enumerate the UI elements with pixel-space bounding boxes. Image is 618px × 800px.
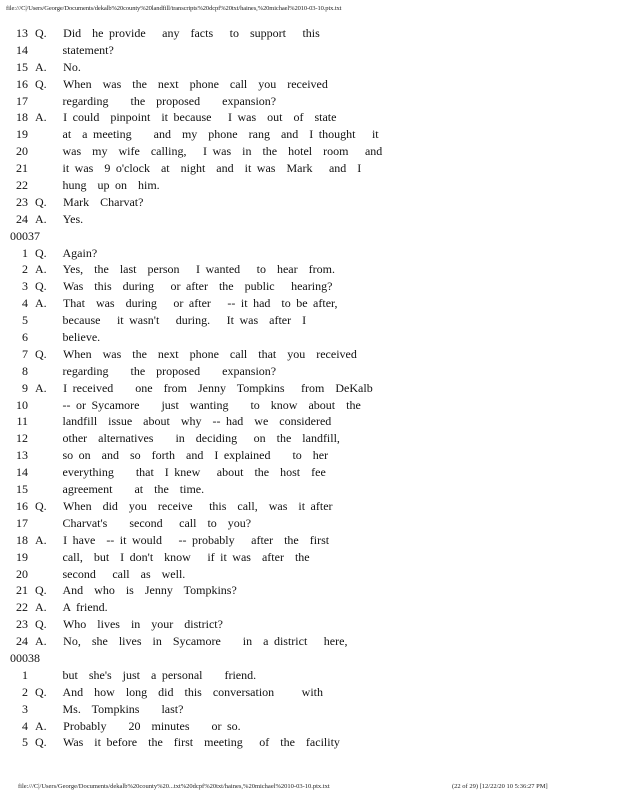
transcript-line — [10, 346, 610, 363]
transcript-line — [10, 616, 610, 633]
transcript-line — [10, 532, 610, 549]
line-text: A. I received one from Jenny Tompkins from DeKalb — [35, 380, 373, 395]
line-text: other alternatives in deciding on the landfill, — [35, 431, 340, 446]
line-number: 4 — [22, 296, 28, 311]
transcript-line — [10, 93, 610, 110]
line-text: at a meeting and my phone rang and I thought it — [35, 127, 379, 142]
line-text: Charvat's second call to you? — [35, 515, 252, 530]
transcript-line — [10, 498, 610, 515]
line-number: 15 — [16, 482, 28, 497]
line-text: A. I have -- it would -- probably after the first — [35, 532, 330, 547]
transcript-line — [10, 143, 610, 160]
line-number: 17 — [16, 515, 28, 530]
line-text: agreement at the time. — [35, 482, 205, 497]
line-text: A. A friend. — [35, 600, 108, 615]
line-number: 24 — [16, 634, 28, 649]
line-number: 2 — [22, 262, 28, 277]
line-text: Q. And who is Jenny Tompkins? — [35, 583, 237, 598]
line-text: A. Yes. — [35, 211, 84, 226]
transcript-line — [10, 109, 610, 126]
transcript-line — [10, 430, 610, 447]
transcript-line — [10, 160, 610, 177]
line-text: Q. Was it before the first meeting of the facility — [35, 735, 340, 750]
transcript-line — [10, 566, 610, 583]
line-number: 8 — [22, 363, 28, 378]
line-text: Q. Was this during or after the public hearing? — [35, 279, 333, 294]
line-text: landfill issue about why -- had we considered — [35, 414, 332, 429]
line-text: Q. When was the next phone call that you received — [35, 346, 357, 361]
transcript-line — [10, 245, 610, 262]
line-number: 1 — [22, 667, 28, 682]
line-number: 18 — [16, 110, 28, 125]
transcript-line — [10, 464, 610, 481]
transcript-line — [10, 667, 610, 684]
transcript-line — [10, 582, 610, 599]
line-text: regarding the proposed expansion? — [35, 363, 277, 378]
line-text: A. Yes, the last person I wanted to hear from. — [35, 262, 335, 277]
transcript-line — [10, 76, 610, 93]
line-number: 19 — [16, 127, 28, 142]
line-number: 16 — [16, 498, 28, 513]
line-number: 17 — [16, 93, 28, 108]
line-number: 24 — [16, 211, 28, 226]
line-number: 18 — [16, 532, 28, 547]
line-text: Q. Did he provide any facts to support this — [35, 26, 320, 40]
transcript-line — [10, 718, 610, 735]
line-number: 21 — [16, 161, 28, 176]
transcript-line — [10, 126, 610, 143]
transcript-line — [10, 447, 610, 464]
line-number: 5 — [22, 735, 28, 750]
line-text: but she's just a personal friend. — [35, 667, 257, 682]
line-text: Q. And how long did this conversation with — [35, 684, 323, 699]
transcript-line — [10, 312, 610, 329]
line-number: 20 — [16, 144, 28, 159]
line-number: 11 — [16, 414, 28, 429]
line-text: it was 9 o'clock at night and it was Mark and I — [35, 161, 362, 176]
page-info-footer: (22 of 29) [12/22/20 10 5:36:27 PM] — [452, 783, 548, 790]
transcript-line — [10, 59, 610, 76]
transcript-line — [10, 633, 610, 650]
line-text: second call as well. — [35, 566, 186, 581]
file-path-footer: file:///C|/Users/George/Documents/dekalb%20county%20...txt%20dcpf%20txt/haines,%20michael%2010-03-10.ptx.txt — [18, 783, 330, 790]
transcript-line — [10, 278, 610, 295]
transcript-line — [10, 211, 610, 228]
line-number: 3 — [22, 279, 28, 294]
line-text: believe. — [35, 330, 101, 345]
line-text: -- or Sycamore just wanting to know about the — [35, 397, 361, 412]
transcript-line — [10, 177, 610, 194]
line-text: hung up on him. — [35, 178, 160, 193]
line-text: A. No. — [35, 59, 81, 74]
line-text: regarding the proposed expansion? — [35, 93, 277, 108]
line-text: because it wasn't during. It was after I — [35, 313, 307, 328]
transcript-line — [10, 734, 610, 751]
line-number: 10 — [16, 397, 28, 412]
line-number: 14 — [16, 42, 28, 57]
line-text: Ms. Tompkins last? — [35, 701, 184, 716]
transcript-line — [10, 295, 610, 312]
line-number: 12 — [16, 431, 28, 446]
line-text: Q. Mark Charvat? — [35, 194, 144, 209]
line-text: Q. When was the next phone call you received — [35, 76, 328, 91]
line-text: Q. Again? — [35, 245, 98, 260]
line-number: 5 — [22, 313, 28, 328]
line-text: A. Probably 20 minutes or so. — [35, 718, 241, 733]
line-text: everything that I knew about the host fee — [35, 465, 326, 480]
page-number: 00037 — [10, 228, 40, 243]
line-text: Q. Who lives in your district? — [35, 617, 223, 632]
page-marker — [10, 228, 610, 245]
transcript-line — [10, 194, 610, 211]
line-number: 15 — [16, 59, 28, 74]
line-number: 9 — [22, 380, 28, 395]
transcript-line — [10, 599, 610, 616]
line-number: 22 — [16, 600, 28, 615]
page-number: 00038 — [10, 650, 40, 665]
transcript-line — [10, 684, 610, 701]
transcript-body — [10, 25, 610, 751]
line-number: 14 — [16, 465, 28, 480]
transcript-line — [10, 380, 610, 397]
line-number: 6 — [22, 330, 28, 345]
line-text: A. No, she lives in Sycamore in a district here, — [35, 634, 348, 649]
transcript-line — [10, 701, 610, 718]
line-number: 23 — [16, 194, 28, 209]
line-number: 19 — [16, 549, 28, 564]
transcript-line — [10, 261, 610, 278]
transcript-line — [10, 25, 610, 42]
line-number: 16 — [16, 76, 28, 91]
line-text: so on and so forth and I explained to her — [35, 448, 329, 463]
line-number: 1 — [22, 245, 28, 260]
line-number: 13 — [16, 26, 28, 40]
line-number: 21 — [16, 583, 28, 598]
transcript-line — [10, 515, 610, 532]
line-text: A. I could pinpoint it because I was out of state — [35, 110, 337, 125]
line-number: 23 — [16, 617, 28, 632]
line-text: call, but I don't know if it was after the — [35, 549, 310, 564]
line-number: 4 — [22, 718, 28, 733]
line-text: was my wife calling, I was in the hotel room and — [35, 144, 383, 159]
line-number: 3 — [22, 701, 28, 716]
line-number: 13 — [16, 448, 28, 463]
line-number: 20 — [16, 566, 28, 581]
transcript-line — [10, 42, 610, 59]
line-number: 7 — [22, 346, 28, 361]
transcript-line — [10, 329, 610, 346]
transcript-line — [10, 481, 610, 498]
transcript-line — [10, 413, 610, 430]
transcript-line — [10, 397, 610, 414]
transcript-line — [10, 363, 610, 380]
line-number: 2 — [22, 684, 28, 699]
transcript-line — [10, 549, 610, 566]
file-path-header: file:///C|/Users/George/Documents/dekalb%20county%20landfill/transcripts%20dcpf%20txt/haines,%20michael%2010-03-10.ptx.txt — [6, 5, 342, 12]
line-number: 22 — [16, 178, 28, 193]
line-text: statement? — [35, 42, 114, 57]
line-text: Q. When did you receive this call, was it after — [35, 498, 333, 513]
line-text: A. That was during or after -- it had to be after, — [35, 296, 338, 311]
page-marker — [10, 650, 610, 667]
